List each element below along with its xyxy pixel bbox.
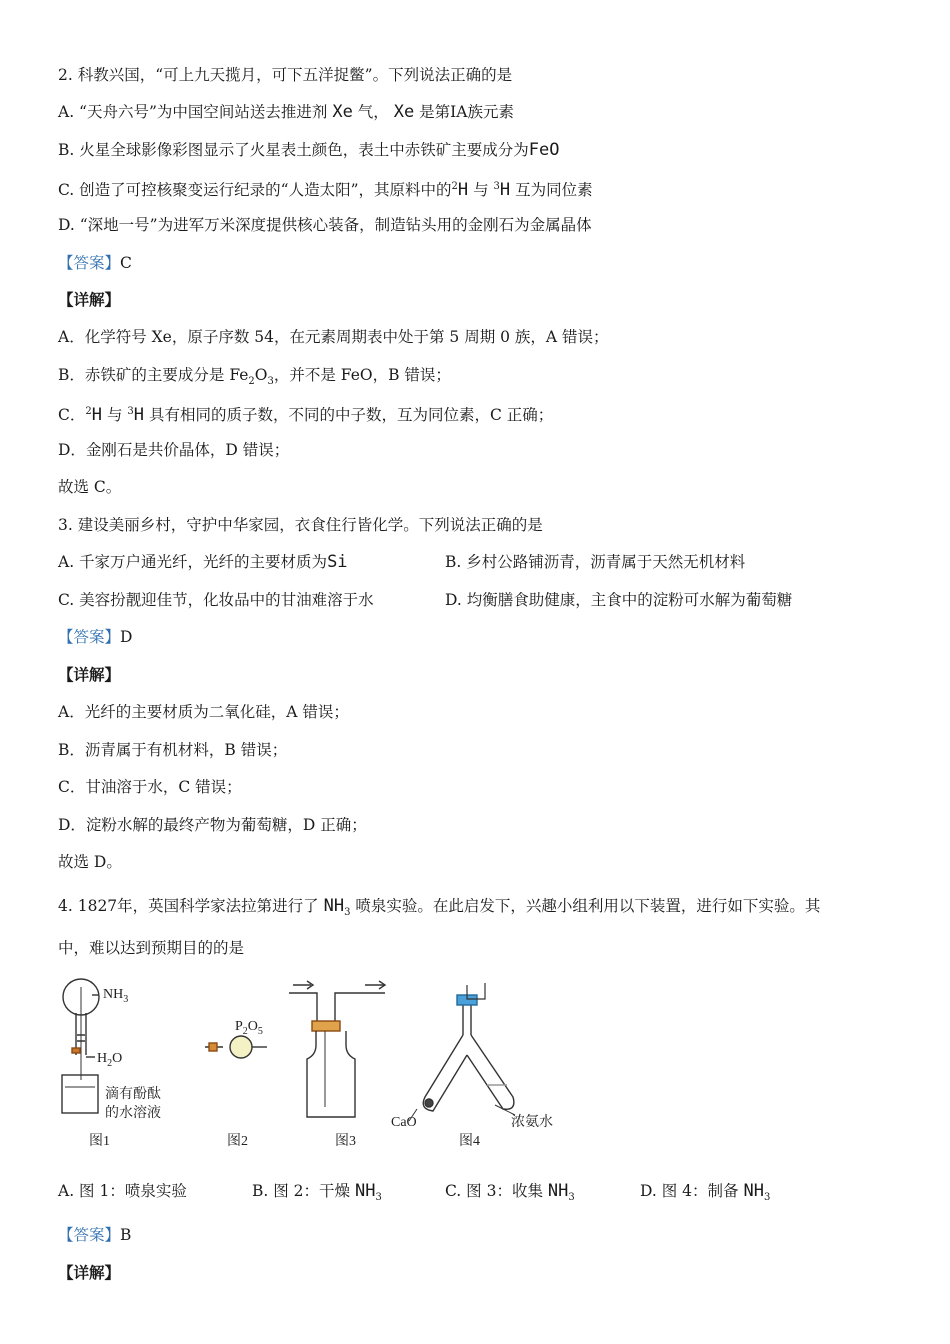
q2-option-c-text: C. 创造了可控核聚变运行纪录的“人造太阳”，其原料中的 [58, 181, 452, 199]
q2-option-b [58, 139, 559, 161]
q2-answer [58, 252, 132, 274]
q4-option-c-subscript: 3 [568, 1192, 575, 1203]
q2-detail-c-tail: 具有相同的质子数，不同的中子数，互为同位素，C 正确； [148, 406, 554, 424]
q3-option-b: B. 乡村公路铺沥青，沥青属于天然无机材料 [445, 553, 746, 571]
q3-detail-c: C．甘油溶于水，C 错误； [58, 778, 242, 796]
q3-answer-value: D [120, 628, 133, 646]
q4-option-c-symbol: NH [547, 1181, 569, 1201]
q3-detail-d: D．淀粉水解的最终产物为葡萄糖，D 正确； [58, 816, 367, 834]
fig1-gas-label: $NH_3$ [103, 987, 129, 1005]
q4-stem-tail: 喷泉实验。在此启发下，兴趣小组利用以下装置，进行如下实验。其 [355, 897, 821, 915]
q3-stem: 3. 建设美丽乡村，守护中华家园，衣食住行皆化学。下列说法正确的是 [58, 516, 543, 534]
fig2-caption: 图2 [227, 1134, 248, 1149]
q2-detail-c-mid: 与 [106, 406, 123, 424]
fig4-cao-solid [425, 1099, 433, 1107]
q4-option-b-text: B. 图 2：干燥 [252, 1182, 351, 1200]
q2-option-c-isotope2: H [499, 180, 511, 200]
q2-option-b-text: B. 火星全球影像彩图显示了火星表土颜色，表土中赤铁矿主要成分为 [58, 141, 529, 159]
q4-option-c [445, 1180, 575, 1209]
q2-conclusion: 故选 C。 [58, 478, 122, 496]
fig4-neck [463, 1003, 471, 1035]
q4-option-d-subscript: 3 [763, 1192, 771, 1203]
q2-detail-b-sub2: 3 [267, 376, 274, 387]
fig3-bottle [307, 1031, 355, 1117]
q4-stem-subscript: 3 [344, 907, 351, 918]
q3-detail-a: A．光纤的主要材质为二氧化硅，A 错误； [58, 703, 349, 721]
q3-answer [58, 626, 132, 648]
q4-option-b [252, 1180, 382, 1209]
q2-stem: 2. 科教兴国，“可上九天揽月，可下五洋捉鳖”。下列说法正确的是 [58, 66, 513, 84]
q4-option-b-subscript: 3 [375, 1192, 382, 1203]
q4-option-d [640, 1180, 770, 1209]
q2-detail-c [58, 401, 553, 426]
fig1-beaker [62, 1075, 98, 1113]
q2-detail-b-text: B．赤铁矿的主要成分是 Fe [58, 366, 249, 384]
q3-option-a-symbol: Si [327, 552, 348, 572]
q3-answer-tag: 【答案】 [58, 628, 121, 646]
fig1-water-label: $H_2O$ [97, 1051, 123, 1069]
q4-option-d-text: D. 图 4：制备 [640, 1182, 739, 1200]
q3-detail-heading: 【详解】 [58, 665, 121, 684]
q3-detail-b: B．沥青属于有机材料，B 错误； [58, 741, 288, 759]
q3-option-c: C. 美容扮靓迎佳节，化妆品中的甘油难溶于水 [58, 591, 374, 609]
q2-option-a-mid: 气， [357, 103, 389, 121]
fig1-clamp [72, 1048, 80, 1053]
q2-option-a-symbol2: Xe [393, 102, 415, 122]
q2-detail-c-mass1: 2 [85, 406, 92, 417]
q2-option-a-symbol1: Xe [332, 102, 353, 122]
q4-figures [55, 975, 575, 1150]
q2-option-c-isotope1: H [457, 180, 469, 200]
q2-option-c-mid: 与 [473, 181, 489, 199]
q4-detail-heading: 【详解】 [58, 1263, 121, 1282]
fig2-reagent-label: $P_2O_5$ [235, 1019, 263, 1037]
q3-option-d: D. 均衡膳食助健康，主食中的淀粉可水解为葡萄糖 [445, 591, 793, 609]
q2-detail-b-sub1: 2 [248, 376, 255, 387]
q2-option-a-text: A. “天舟六号”为中国空间站送去推进剂 [58, 103, 328, 121]
q4-option-b-symbol: NH [354, 1181, 376, 1201]
fig4-cao-label: CaO [391, 1115, 417, 1130]
q4-option-a: A. 图 1：喷泉实验 [58, 1182, 187, 1200]
q3-option-a [58, 551, 348, 573]
q2-option-b-symbol: FeO [528, 140, 560, 160]
fig1-solution-line2: 的水溶液 [105, 1106, 161, 1121]
fig4-right-arm [467, 1035, 514, 1109]
q2-option-d: D. “深地一号”为进军万米深度提供核心装备，制造钻头用的金刚石为金属晶体 [58, 216, 592, 234]
q3-conclusion: 故选 D。 [58, 853, 122, 871]
q4-apparatus-drawing [55, 975, 575, 1150]
q4-answer-value: B [120, 1226, 132, 1244]
q4-option-c-text: C. 图 3：收集 [445, 1182, 543, 1200]
fig4-caption: 图4 [459, 1134, 480, 1149]
q2-option-a [58, 101, 514, 123]
q2-detail-heading: 【详解】 [58, 290, 121, 309]
q2-detail-c-prefix: C． [58, 406, 86, 424]
q2-answer-value: C [120, 254, 132, 272]
fig2-bulb [230, 1036, 252, 1058]
fig1-caption: 图1 [89, 1134, 110, 1149]
q2-detail-b-tail: ，并不是 FeO，B 错误； [273, 366, 451, 384]
q2-answer-tag: 【答案】 [58, 254, 121, 272]
q4-option-d-symbol: NH [743, 1181, 764, 1201]
q2-option-a-tail: 是第IA族元素 [419, 103, 514, 121]
q4-answer [58, 1224, 131, 1246]
q2-option-c [58, 176, 593, 201]
fig3-stopper [312, 1021, 340, 1031]
q4-stem-line2: 中，难以达到预期目的的是 [58, 939, 245, 957]
fig2-stopper [209, 1043, 217, 1051]
q2-detail-b [58, 364, 451, 393]
q4-stem [58, 895, 820, 924]
q2-detail-c-isotope2: H [133, 405, 145, 425]
fig1-solution-line1: 滴有酚酞 [105, 1087, 161, 1102]
q2-detail-c-mass2: 3 [127, 406, 134, 417]
q2-detail-a: A．化学符号 Xe，原子序数 54，在元素周期表中处于第 5 周期 0 族，A 错误； [58, 328, 609, 346]
q2-option-c-tail: 互为同位素 [515, 181, 593, 199]
q4-answer-tag: 【答案】 [58, 1226, 121, 1244]
fig3-caption: 图3 [335, 1134, 356, 1149]
q2-detail-d: D．金刚石是共价晶体，D 错误； [58, 441, 290, 459]
q3-option-a-text: A. 千家万户通光纤，光纤的主要材质为 [58, 553, 328, 571]
q2-option-c-mass2: 3 [493, 181, 500, 192]
q2-option-c-mass1: 2 [451, 181, 458, 192]
q2-detail-b-oxygen: O [254, 366, 268, 384]
q4-stem-symbol: NH [323, 896, 345, 916]
q4-stem-text: 4. 1827年，英国科学家法拉第进行了 [58, 897, 319, 915]
q2-detail-c-isotope1: H [91, 405, 102, 425]
fig4-ammonia-label: 浓氨水 [511, 1115, 553, 1130]
